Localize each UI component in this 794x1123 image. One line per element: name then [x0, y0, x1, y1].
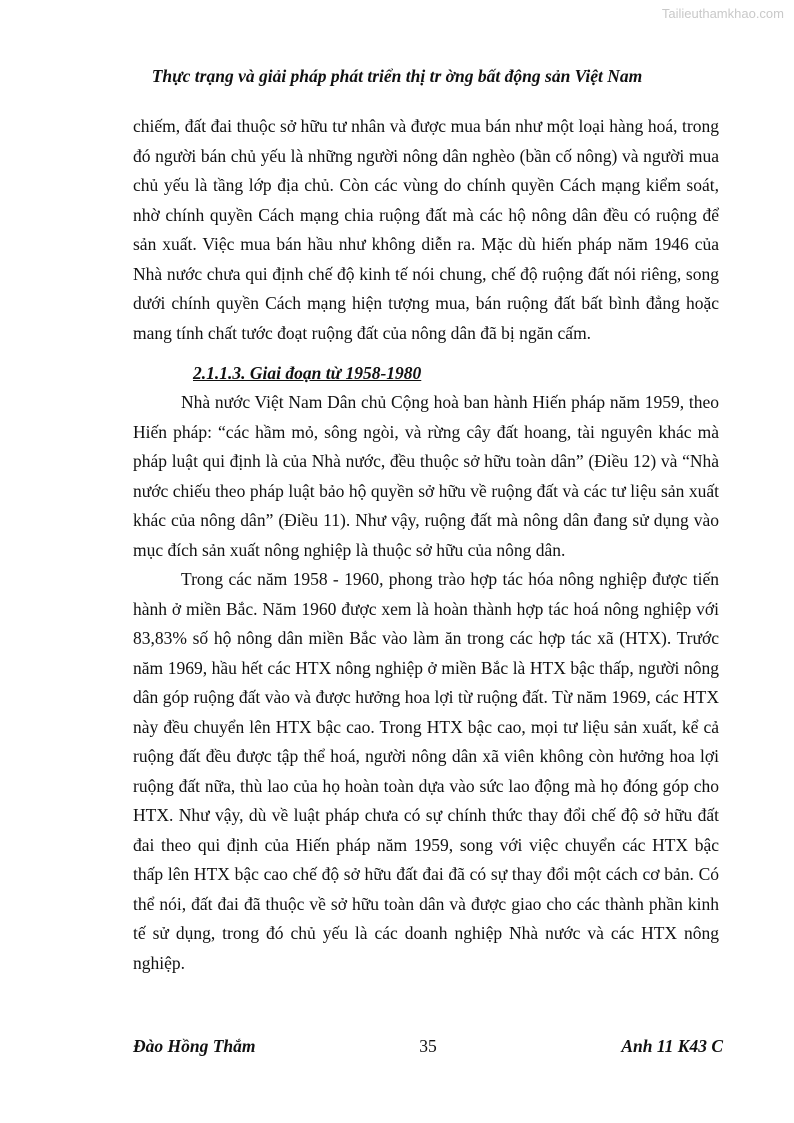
footer-author: Đào Hồng Thắm — [133, 1036, 256, 1056]
page-number: 35 — [419, 1036, 437, 1056]
paragraph: Nhà nước Việt Nam Dân chủ Cộng hoà ban hành Hiến pháp năm 1959, theo Hiến pháp: “các hầm mỏ, sông ngòi, và rừng cây đất hoang, tài nguyên khác mà pháp luật qui định là của Nhà nước, đều thuộc sở hữu toàn dân” (Điều 12) và “Nhà nước chiếu theo pháp luật bảo hộ quyền sở hữu về ruộng đất và các tư liệu sản xuất khác của nông dân” (Điều 11). Như vậy, ruộng đất mà nông dân đang sử dụng vào mục đích sản xuất nông nghiệp là thuộc sở hữu của nông dân. — [133, 392, 719, 560]
section-heading: 2.1.1.3. Giai đoạn từ 1958-1980 — [193, 363, 422, 383]
footer-class-code: Anh 11 K43 C — [621, 1036, 723, 1056]
running-header: Thực trạng và giải pháp phát triển thị tr ờng bất động sản Việt Nam — [151, 66, 643, 86]
paragraph: Trong các năm 1958 - 1960, phong trào hợp tác hóa nông nghiệp được tiến hành ở miền Bắc. Năm 1960 được xem là hoàn thành hợp tác hoá nông nghiệp với 83,83% số hộ nông dân miền Bắc vào làm ăn trong các hợp tác xã (HTX). Trước năm 1969, hầu hết các HTX nông nghiệp ở miền Bắc là HTX bậc thấp, người nông dân góp ruộng đất vào và được hưởng hoa lợi từ ruộng đất. Từ năm 1969, các HTX này đều chuyển lên HTX bậc cao. Trong HTX bậc cao, mọi tư liệu sản xuất, kể cả ruộng đất đều được tập thể hoá, người nông dân xã viên không còn hưởng hoa lợi ruộng đất nữa, thù lao của họ hoàn toàn dựa vào sức lao động mà họ đóng góp cho HTX. Như vậy, dù về luật pháp chưa có sự chính thức thay đổi chế độ sở hữu đất đai theo qui định của Hiến pháp năm 1959, song với việc chuyển các HTX bậc thấp lên HTX bậc cao chế độ sở hữu đất đai đã có sự thay đổi một cách cơ bản. Có thể nói, đất đai đã thuộc về sở hữu toàn dân và được giao cho các thành phần kinh tế sử dụng, trong đó chủ yếu là các doanh nghiệp Nhà nước và các HTX nông nghiệp. — [133, 569, 719, 973]
watermark: Tailieuthamkhao.com — [661, 6, 784, 21]
document-body — [133, 112, 719, 978]
paragraph-continued: chiếm, đất đai thuộc sở hữu tư nhân và được mua bán như một loại hàng hoá, trong đó người bán chủ yếu là những người nông dân nghèo (bần cố nông) và người mua chủ yếu là tầng lớp địa chủ. Còn các vùng do chính quyền Cách mạng kiểm soát, nhờ chính quyền Cách mạng chia ruộng đất mà các hộ nông dân đều có ruộng để sản xuất. Việc mua bán hầu như không diễn ra. Mặc dù hiến pháp năm 1946 của Nhà nước chưa qui định chế độ kinh tế nói chung, chế độ ruộng đất nói riêng, song dưới chính quyền Cách mạng hiện tượng mua, bán ruộng đất bất bình đẳng hoặc mang tính chất tước đoạt ruộng đất của nông dân đã bị ngăn cấm. — [133, 116, 719, 343]
